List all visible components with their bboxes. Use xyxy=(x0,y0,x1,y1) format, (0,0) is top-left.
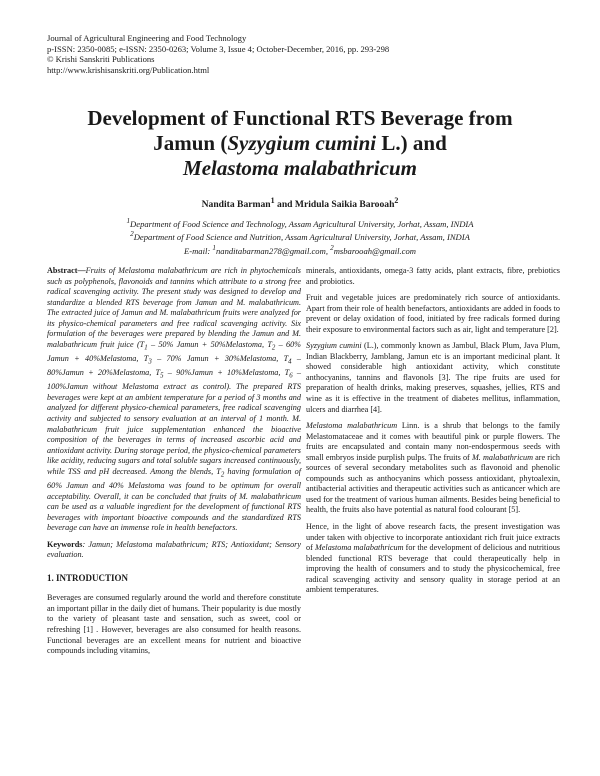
journal-copyright: © Krishi Sanskriti Publications xyxy=(47,54,155,65)
section-heading-introduction: 1. INTRODUCTION xyxy=(47,572,129,583)
email-2[interactable]: msbarooah@gmail.com xyxy=(333,245,416,256)
email-line: E-mail: $^1$nanditabarman278@gmail.com, $^2$msbarooah@gmail.com xyxy=(183,243,416,256)
keywords: Keywords: Jamun; Melastoma malabathricum; RTS; Antioxidant; Sensory evaluation. xyxy=(47,539,301,560)
journal-issn-line: p-ISSN: 2350-0085; e-ISSN: 2350-0263; Volume 3, Issue 4; October-December, 2016, pp. 293-298 xyxy=(47,43,390,54)
paragraph-continued: minerals, antioxidants, omega-3 fatty acids, plant extracts, fibre, prebiotics and probiotics. xyxy=(306,266,560,286)
journal-url[interactable]: http://www.krishisanskriti.org/Publication.html xyxy=(47,64,210,75)
title-line-3: Melastoma malabathricum xyxy=(183,156,417,180)
journal-name: Journal of Agricultural Engineering and Food Technology xyxy=(47,33,247,43)
paper-title xyxy=(40,106,560,181)
title-line-2: Jamun (Syzygium cumini L.) and xyxy=(153,131,447,155)
paragraph-syzygium: Syzygium cumini (L.), commonly known as Jambul, Black Plum, Java Plum, Indian Blackberry, Jamblang, Jamun etc is an important medicinal plant. It showed considerable high antioxidant activity, which constitute anthocyanins, tannins and flavonols [3]. The ripe fruits are used for preparation of health drinks, making preserves, squashes, jellies, RTS and wine as it is effective in the treatment of diabetes mellitus, inflammation, ulcers and diarrhea [4]. xyxy=(306,341,560,414)
abstract: Abstract—Fruits of Melastoma malabathricum are rich in phytochemicals such as polyphenols, flavonoids and tannins which attribute to a strong free radical scavenging activity. The present study was designed to develop and standardize a blended RTS beverage from Jamun and M. malabathricum. The extracted juice of Jamun and M. malabathricum fruits were analyzed for its physico-chemical parameters and free radical scavenging activity. Six formulation of the beverages were prepared by blending the Jamun and M. malabathricum fruit juice ($T_1 - 50\%$ Jamun + 50%Melastoma, $T_2 - 60\%$ Jamun + 40%Melastoma, $T_3 - 70\%$ Jamun + 30%Melastoma, $T_4$ – 80%Jamun + 20%Melastoma, $T_5$ – 90%Jamun + 10%Melastoma, $T_6$ – 100%Jamun without Melastoma extract as control). The prepared RTS beverages were kept at an ambient temperature for a period of 3 months and analyzed for different physico-chemical parameters, free radical scavenging activity and subjected to sensory evaluation at an interval of 1 month. M. malabathricum fruit juice supplementation enhanced the bioactive composition of the beverages in terms of increased ascorbic acid and antioxidant activity. During storage period, the physico-chemical parameters like acidity, reducing sugars and total soluble sugars increased continuously, while TSS and pH decreased. Among the blends, $T_2$ having formulation of 60% Jamun and 40% Melastoma was found to be optimum for overall acceptability. Overall, it can be concluded that fruits of M. malabathricum can be used as a valuable ingredient for the development of functional RTS beverages with important bioactive compounds and the standardized RTS beverage can have an immense role in health benefactors. xyxy=(47,266,301,533)
author-1: Nandita Barman xyxy=(201,199,271,211)
left-column xyxy=(47,266,301,663)
right-column xyxy=(306,266,560,602)
authors: Nandita Barman$^1$ and Mridula Saikia Barooah$^2$ xyxy=(201,196,399,211)
affiliation-2: $^2$Department of Food Science and Nutrition, Assam Agricultural University, Jorhat, Assam, INDIA xyxy=(130,230,470,243)
paragraph-antioxidants: Fruit and vegetable juices are predominately rich source of antioxidants. Apart from their role of health benefactors, antioxidants are added in foods to prevent or delay oxidation of food, initiated by free radicals formed during their exposure to environmental factors such as air, light and temperature [2]. xyxy=(306,293,560,334)
paragraph-melastoma: Melastoma malabathricum Linn. is a shrub that belongs to the family Melastomataceae and it comes with beautiful pink or purple flowers. The fruits are encapsulated and contain many non-endospermous seeds with small embryos inside purplish pulps. The fruits of M. malabathricum are rich sources of several secondary metabolites such as flavonoid and phenolic compounds such as anthocyanins which possess antioxidant, phytoalexin, antibacterial activities and therapeutic activities such as anticancer which are used for the treatment of various human ailments. Besides being beneficial to health, the fruits also have potential as natural food colourant [5]. xyxy=(306,421,560,515)
intro-paragraph-1: Beverages are consumed regularly around the world and therefore constitute an important pillar in the daily diet of humans. Their popularity is due mostly to the variety of pleasant taste and sensation, such as sweet, cool or refreshing [1] . However, beverages are also consumed for health reasons. Functional beverages are an excellent means for nutrient and bioactive compounds including vitamins, xyxy=(47,593,301,656)
title-line-1: Development of Functional RTS Beverage from xyxy=(87,106,513,130)
author-2: Mridula Saikia Barooah xyxy=(294,199,395,211)
affiliation-1: $^1$Department of Food Science and Technology, Assam Agricultural University, Jorhat, Assam, INDIA xyxy=(126,217,474,229)
journal-header xyxy=(47,33,567,75)
abstract-label: Abstract— xyxy=(47,266,86,275)
affiliations xyxy=(60,216,540,256)
paragraph-objective: Hence, in the light of above research facts, the present investigation was under taken with objective to incorporate antioxidant rich fruit juice extracts of Melastoma malabathricum for the development of delicious and nutritious blended functional RTS beverage that could therapeutically help in improving the health of consumers and to study the physicochemical, free radical scavenging activity and sensory quality in storage period at an ambient temperatures. xyxy=(306,522,560,595)
email-1[interactable]: nanditabarman278@gmail.com xyxy=(215,245,326,256)
